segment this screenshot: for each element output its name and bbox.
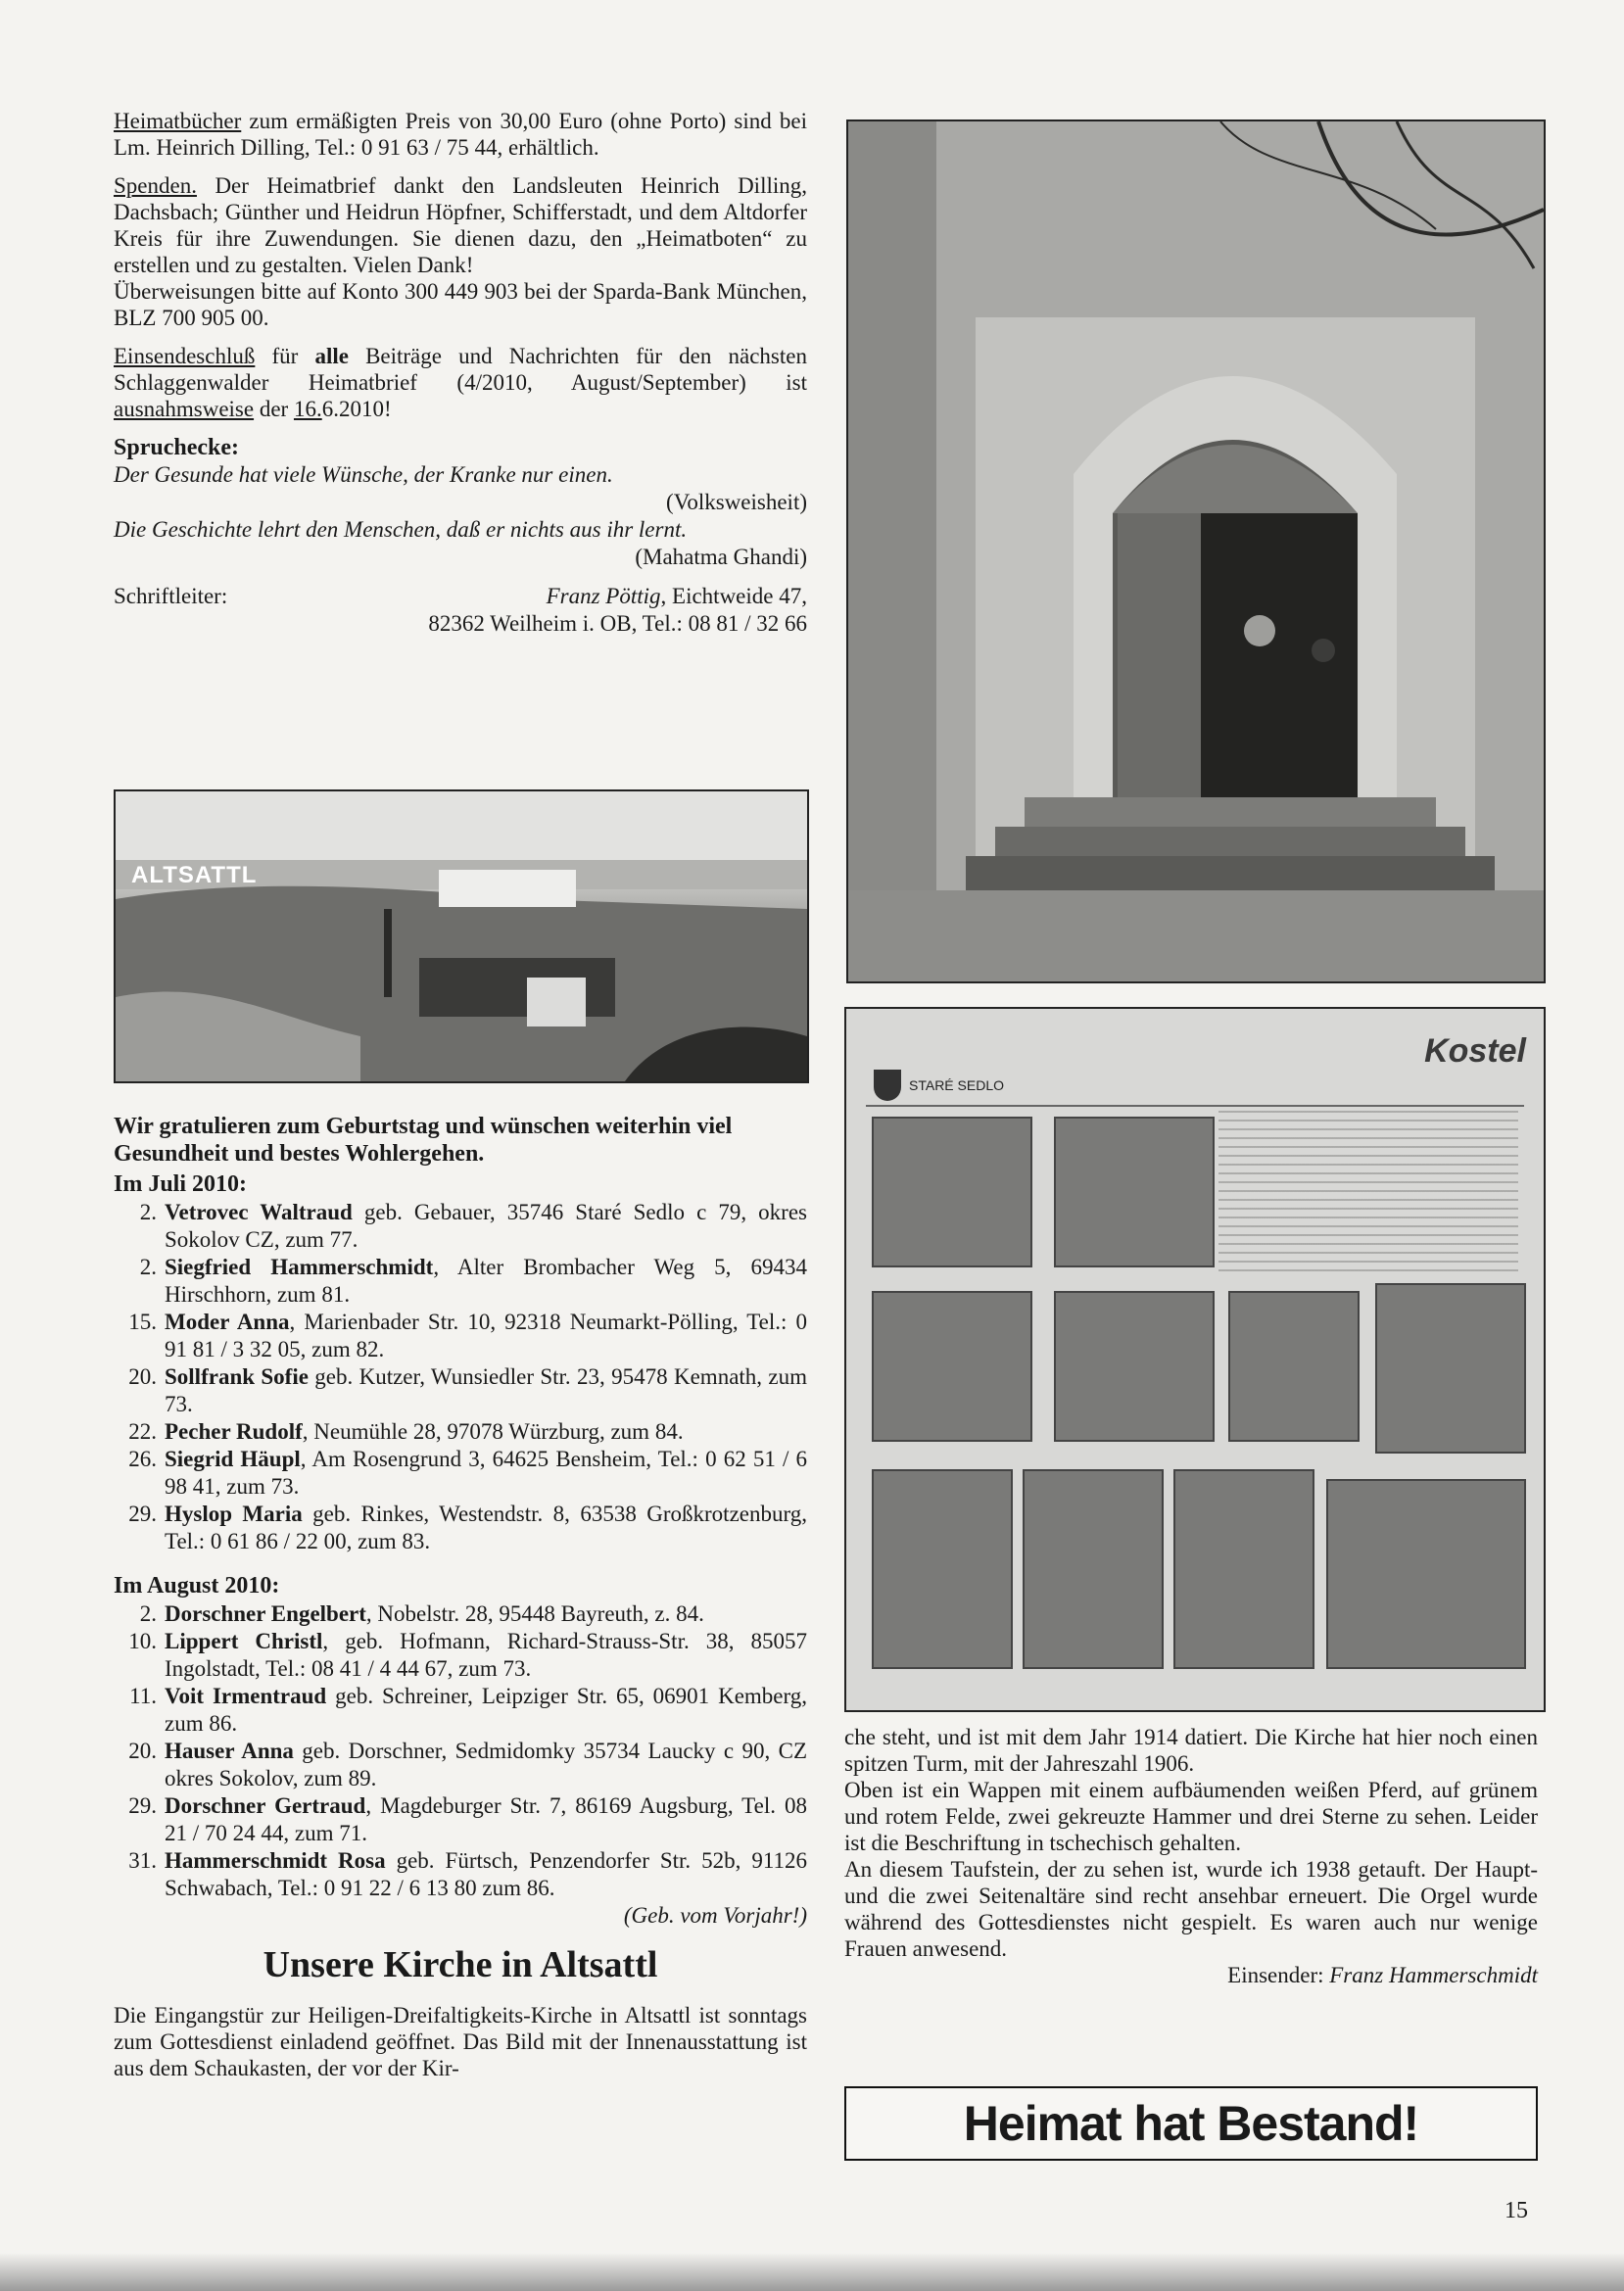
editor-name: Franz Pöttig	[546, 584, 661, 608]
birthday-name: Pecher Rudolf	[165, 1419, 303, 1444]
birthday-name: Sollfrank Sofie	[165, 1364, 309, 1389]
birthday-address: , Marienbader Str. 10, 92318 Neumarkt-Pölling, Tel.: 0 91 81 / 3 32 05, zum 82.	[165, 1310, 807, 1361]
birthday-address: , geb. Hofmann, Richard-Strauss-Str. 38, 85057 Ingolstadt, Tel.: 08 41 / 4 44 67, zum 73.	[165, 1629, 808, 1681]
spruchecke	[114, 434, 807, 571]
birthday-day: 11.	[129, 1684, 157, 1708]
birthday-address: geb. Fürtsch, Penzendorfer Str. 52b, 91126 Schwabach, Tel.: 0 91 22 / 6 13 80 zum 86.	[165, 1848, 808, 1900]
altsattl-label: ALTSATTL	[131, 862, 258, 888]
birthday-address: geb. Rinkes, Westendstr. 8, 63538 Großkrotzenburg, Tel.: 0 61 86 / 22 00, zum 83.	[165, 1502, 807, 1553]
right-column	[844, 1724, 1538, 1989]
editor-info	[114, 583, 807, 610]
heimat-banner: Heimat hat Bestand!	[844, 2086, 1538, 2161]
birthday-entry	[114, 1309, 807, 1363]
sender-name: Franz Hammerschmidt	[1329, 1963, 1538, 1987]
birthdays-note: (Geb. vom Vorjahr!)	[623, 1903, 807, 1928]
article-sender	[844, 1962, 1538, 1989]
birthday-address: geb. Kutzer, Wunsiedler Str. 23, 95478 Kemnath, zum 73.	[165, 1364, 807, 1416]
birthdays-section	[114, 1113, 807, 2081]
article-left-text: Die Eingangstür zur Heiligen-Dreifaltigkeits-Kirche in Altsattl ist sonntags zum Gottesdienst einladend geöffnet. Das Bild mit der Innenausstattung ist aus dem Schaukasten, der vor der Kir-	[114, 2003, 807, 2080]
kostel-thumb-nave	[1054, 1117, 1215, 1267]
editor-label: Schriftleiter:	[114, 584, 228, 608]
birthday-entry	[114, 1418, 807, 1446]
einsendeschluss-paragraph	[114, 343, 807, 422]
birthday-details	[165, 1683, 807, 1738]
birthday-details	[165, 1446, 807, 1501]
left-column	[114, 108, 807, 638]
birthday-address: , Magdeburger Str. 7, 86169 Augsburg, Tel. 08 21 / 70 24 44, zum 71.	[165, 1793, 807, 1845]
birthday-day: 29.	[128, 1502, 157, 1526]
kostel-place: STARÉ SEDLO	[909, 1077, 1004, 1093]
august-title: Im August 2010:	[114, 1573, 280, 1599]
altsattl-photo	[114, 789, 809, 1083]
page-number: 15	[1505, 2198, 1528, 2223]
birthday-name: Voit Irmentraud	[165, 1684, 327, 1708]
church-photo-drawing	[848, 121, 1544, 981]
birthdays-header: Wir gratulieren zum Geburtstag und wünschen weiterhin viel Gesundheit und bestes Wohlergehen.	[114, 1114, 733, 1167]
birthday-entry	[114, 1628, 807, 1683]
birthday-details	[165, 1600, 807, 1628]
ueberweisung-paragraph: Überweisungen bitte auf Konto 300 449 903 bei der Sparda-Bank München, BLZ 700 905 00.	[114, 279, 807, 330]
spruchecke-title: Spruchecke:	[114, 435, 239, 460]
july-list	[114, 1199, 807, 1555]
birthday-name: Hyslop Maria	[165, 1502, 303, 1526]
einsende-ausnahme: ausnahmsweise	[114, 397, 255, 421]
birthday-entry	[114, 1792, 807, 1847]
birthday-details	[165, 1792, 807, 1847]
kostel-thumb-side-altar-1	[872, 1469, 1013, 1669]
editor-details	[547, 583, 807, 610]
einsende-date-rest: 6.2010!	[321, 397, 392, 421]
birthday-details	[165, 1738, 807, 1792]
kostel-thumb-altar-center	[1054, 1291, 1215, 1442]
birthday-name: Dorschner Gertraud	[165, 1793, 366, 1818]
kostel-thumb-painting	[1375, 1283, 1526, 1454]
birthday-details	[165, 1309, 807, 1363]
birthday-address: geb. Dorschner, Sedmidomky 35734 Laucky c 90, CZ okres Sokolov, zum 89.	[165, 1739, 807, 1790]
kostel-thumb-altar-left	[872, 1291, 1032, 1442]
editor-address-1: , Eichtweide 47,	[660, 584, 807, 608]
spruch-quote-2: Die Geschichte lehrt den Menschen, daß er nichts aus ihr lernt.	[114, 517, 688, 542]
einsende-date-underlined: 16.	[293, 397, 322, 421]
kostel-thumb-organ	[1326, 1479, 1526, 1669]
birthday-name: Hauser Anna	[165, 1739, 294, 1763]
birthday-entry	[114, 1254, 807, 1309]
july-title: Im Juli 2010:	[114, 1171, 248, 1197]
kostel-text-block	[1218, 1111, 1518, 1277]
birthday-details	[165, 1628, 807, 1683]
spruch-source-1: (Volksweisheit)	[666, 490, 807, 514]
birthday-entry	[114, 1600, 807, 1628]
heimatbuecher-text: zum ermäßigten Preis von 30,00 Euro (ohne Porto) sind bei Lm. Heinrich Dilling, Tel.: 0 91 63 / 75 44, erhältlich.	[114, 109, 807, 160]
kostel-title: Kostel	[1424, 1032, 1526, 1070]
birthday-day: 22.	[128, 1419, 157, 1444]
spenden-text: Der Heimatbrief dankt den Landsleuten Heinrich Dilling, Dachsbach; Günther und Heidrun Höpfner, Schifferstadt, und dem Altdorfer Kreis für ihre Zuwendungen. Sie dienen dazu, den „Heimatboten“ zu erstellen und zu gestalten. Vielen Dank!	[114, 173, 807, 277]
birthday-day: 2.	[139, 1601, 157, 1626]
scan-edge-shadow	[0, 2253, 1624, 2291]
birthday-day: 29.	[128, 1793, 157, 1818]
birthday-name: Lippert Christl	[165, 1629, 323, 1653]
birthday-entry	[114, 1446, 807, 1501]
church-entrance-photo	[846, 119, 1546, 983]
birthday-details	[165, 1363, 807, 1418]
birthday-day: 26.	[128, 1447, 157, 1471]
heimatbuecher-link: Heimatbücher	[114, 109, 242, 133]
birthday-address: geb. Gebauer, 35746 Staré Sedlo c 79, okres Sokolov CZ, zum 77.	[165, 1200, 808, 1252]
august-list	[114, 1600, 807, 1902]
spenden-link: Spenden.	[114, 173, 197, 198]
birthday-details	[165, 1254, 807, 1309]
birthday-details	[165, 1501, 807, 1555]
birthday-day: 2.	[139, 1255, 157, 1279]
birthday-day: 20.	[128, 1364, 157, 1389]
heimatbuecher-paragraph	[114, 108, 807, 161]
einsende-text-3: der	[254, 397, 294, 421]
birthday-entry	[114, 1738, 807, 1792]
einsende-text-1: für	[255, 344, 315, 368]
birthday-entry	[114, 1683, 807, 1738]
birthday-entry	[114, 1363, 807, 1418]
einsende-text-2: Beiträge und Nachrichten für den nächsten Schlaggenwalder Heimatbrief (4/2010, August/September) ist	[114, 344, 807, 395]
einsende-link: Einsendeschluß	[114, 344, 256, 368]
birthday-address: geb. Schreiner, Leipziger Str. 65, 06901 Kemberg, zum 86.	[165, 1684, 807, 1736]
spruch-source-2: (Mahatma Ghandi)	[635, 545, 807, 569]
coat-of-arms-icon	[874, 1070, 901, 1101]
birthday-name: Hammerschmidt Rosa	[165, 1848, 386, 1873]
birthday-entry	[114, 1199, 807, 1254]
birthday-entry	[114, 1847, 807, 1902]
kostel-thumb-side-altar-2	[1173, 1469, 1314, 1669]
editor-address-2: 82362 Weilheim i. OB, Tel.: 08 81 / 32 66	[428, 611, 807, 636]
birthday-name: Siegrid Häupl	[165, 1447, 301, 1471]
birthday-address: , Alter Brombacher Weg 5, 69434 Hirschhorn, zum 81.	[165, 1255, 808, 1307]
kostel-thumb-font	[1228, 1291, 1360, 1442]
birthday-day: 15.	[128, 1310, 157, 1334]
article-title: Unsere Kirche in Altsattl	[263, 1944, 658, 1985]
birthday-name: Moder Anna	[165, 1310, 290, 1334]
kostel-thumb-exterior	[872, 1117, 1032, 1267]
article-right-p3: An diesem Taufstein, der zu sehen ist, wurde ich 1938 getauft. Der Haupt- und die zwei Seitenaltäre sind recht ansehbar erneuert. Die Orgel wurde während des Gottesdienstes nicht gespielt. Es waren auch nur wenige Frauen anwesend.	[844, 1857, 1538, 1961]
article-right-p2: Oben ist ein Wappen mit einem aufbäumenden weißen Pferd, auf grünem und rotem Felde, zwei gekreuzte Hammer und drei Sterne zu sehen. Leider ist die Beschriftung in tschechisch gehalten.	[844, 1778, 1538, 1855]
article-right-p1: che steht, und ist mit dem Jahr 1914 datiert. Die Kirche hat hier noch einen spitzen Turm, mit der Jahreszahl 1906.	[844, 1725, 1538, 1776]
birthday-day: 20.	[128, 1739, 157, 1763]
birthday-details	[165, 1199, 807, 1254]
birthday-name: Dorschner Engelbert	[165, 1601, 366, 1626]
birthday-address: , Nobelstr. 28, 95448 Bayreuth, z. 84.	[365, 1601, 704, 1626]
birthday-entry	[114, 1501, 807, 1555]
birthday-address: , Neumühle 28, 97078 Würzburg, zum 84.	[302, 1419, 684, 1444]
spenden-paragraph	[114, 172, 807, 278]
birthday-day: 10.	[128, 1629, 157, 1653]
einsende-bold: alle	[314, 344, 349, 368]
birthday-day: 31.	[128, 1848, 157, 1873]
birthday-day: 2.	[139, 1200, 157, 1224]
spruch-quote-1: Der Gesunde hat viele Wünsche, der Kranke nur einen.	[114, 462, 613, 487]
birthday-name: Siegfried Hammerschmidt	[165, 1255, 434, 1279]
birthday-details	[165, 1418, 807, 1446]
kostel-board-photo	[844, 1007, 1546, 1712]
altsattl-photo-drawing	[116, 791, 807, 1081]
kostel-thumb-main-altar	[1023, 1469, 1164, 1669]
birthday-details	[165, 1847, 807, 1902]
birthday-address: , Am Rosengrund 3, 64625 Bensheim, Tel.: 0 62 51 / 6 98 41, zum 73.	[165, 1447, 807, 1499]
sender-label: Einsender:	[1227, 1963, 1330, 1987]
birthday-name: Vetrovec Waltraud	[165, 1200, 353, 1224]
